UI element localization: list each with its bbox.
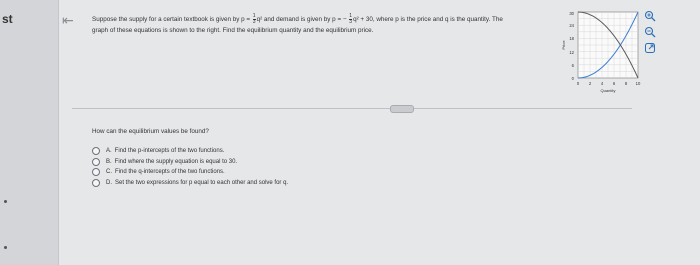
option-letter: C. <box>106 169 112 176</box>
option-c[interactable] <box>92 167 288 178</box>
x-tick-label: 2 <box>588 81 592 86</box>
left-panel-label: st <box>2 12 13 26</box>
radio-button[interactable] <box>92 147 100 155</box>
question-line1-b: q² and demand is given by p = − <box>256 16 347 24</box>
y-axis-label: Price <box>561 40 566 50</box>
section-divider <box>72 108 632 109</box>
option-text: Find where the supply equation is equal to 30. <box>114 158 238 165</box>
back-arrow-icon[interactable]: ⇤ <box>62 12 74 28</box>
x-tick-label: 0 <box>576 81 580 86</box>
divider-drag-handle[interactable] <box>390 105 414 113</box>
question-line1-a: Suppose the supply for a certain textbook is given by p = <box>92 16 251 24</box>
option-d[interactable] <box>92 178 288 189</box>
radio-button[interactable] <box>92 158 100 166</box>
zoom-in-icon[interactable] <box>644 10 656 22</box>
supply-fraction: $\frac{1}{3}$ <box>252 13 256 25</box>
equilibrium-graph <box>560 8 642 100</box>
option-letter: B. <box>106 158 112 165</box>
left-panel <box>0 0 59 265</box>
option-text: Find the q-intercepts of the two functions. <box>115 169 225 176</box>
option-a[interactable] <box>92 146 288 157</box>
answer-options <box>92 146 288 188</box>
y-tick-label: 24 <box>569 23 574 28</box>
x-tick-label: 8 <box>624 81 628 86</box>
x-axis-label: Quantity <box>600 88 616 93</box>
left-panel-marker <box>4 246 7 249</box>
question-line2: graph of these equations is shown to the right. Find the equilibrium quantity and the equilibrium price. <box>92 27 374 35</box>
radio-button[interactable] <box>92 179 100 187</box>
y-tick-label: 12 <box>569 50 574 55</box>
zoom-out-icon[interactable] <box>644 26 656 38</box>
question-line1-c: q² + 30, where p is the price and q is the quantity. The <box>353 16 503 24</box>
y-tick-label: 6 <box>571 63 574 68</box>
prompt-text: How can the equilibrium values be found? <box>92 128 209 135</box>
x-tick-label: 4 <box>600 81 604 86</box>
radio-button[interactable] <box>92 168 100 176</box>
popout-icon[interactable] <box>644 42 656 54</box>
option-text: Find the p-intercepts of the two functions. <box>114 148 225 155</box>
x-tick-label: 6 <box>612 81 616 86</box>
option-letter: D. <box>106 179 112 186</box>
option-text: Set the two expressions for p equal to each other and solve for q. <box>115 179 289 186</box>
y-tick-label: 18 <box>569 36 574 41</box>
question-text <box>92 14 562 36</box>
y-tick-label: 0 <box>571 76 574 81</box>
option-b[interactable] <box>92 157 288 168</box>
y-tick-label: 30 <box>569 11 574 16</box>
graph-toolbar <box>640 10 662 58</box>
option-letter: A. <box>106 148 112 155</box>
left-panel-marker <box>4 200 7 203</box>
x-tick-label: 10 <box>635 81 641 86</box>
demand-fraction: $\frac{1}{3}$ <box>349 13 353 25</box>
